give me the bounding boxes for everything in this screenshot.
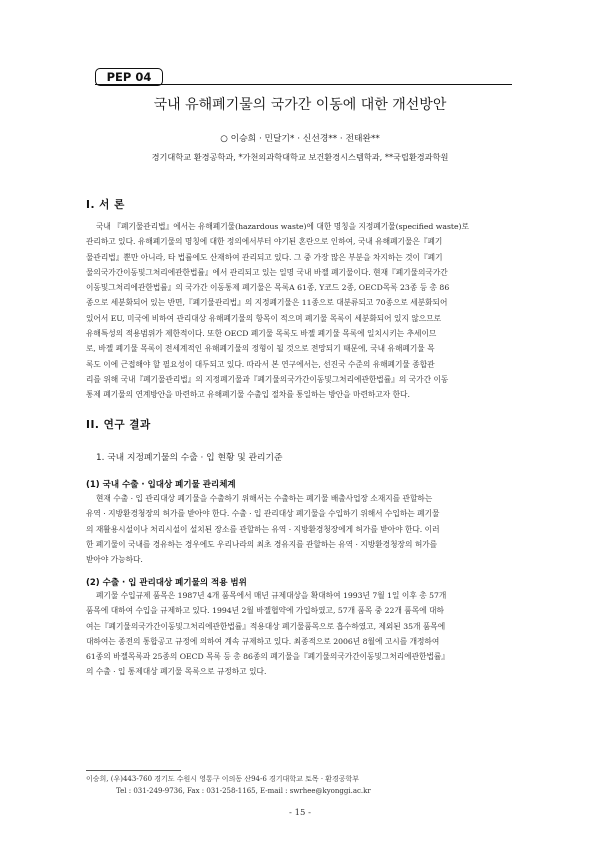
text-line: 의 재활용시설이나 처리시설이 설치된 장소를 관할하는 유역 · 지방환경청장에게 허가를 받아야 한다. 이러 — [86, 524, 440, 534]
text-line: 유역 · 지방환경청장의 허가를 받아야 한다. 수출 · 입 관리대상 폐기물을 수입하기 위해서 수입하는 폐기물 — [86, 509, 440, 519]
scope-paragraph — [86, 588, 513, 680]
minor-heading-scope: (2) 수출 · 입 관리대상 폐기물의 적용 범위 — [86, 578, 247, 588]
page-number: - 15 - — [289, 808, 311, 818]
affiliation-list: 경기대학교 환경공학과, *가천의과학대학교 보건환경시스템학과, **국립환경과학원 — [151, 152, 449, 162]
text-line: 통제 폐기물의 연계방안을 마련하고 유해폐기물 수출입 절차를 통일하는 방안을 마련하고자 한다. — [86, 390, 410, 400]
text-line: 유해특성의 적용범위가 제한적이다. 또한 OECD 폐기물 목록도 바젤 폐기물 목록에 일치시키는 추세이므 — [86, 329, 437, 339]
text-line: 물의국가간이동및그처리에관한법률』에서 관리되고 있는 일명 국내 바젤 폐기물이다. 현재『폐기물의국가간 — [86, 267, 448, 277]
text-line: 대하여는 종전의 통합공고 규정에 의하여 계속 규제하고 있다. 최종적으로 2006년 8월에 고시를 개정하여 — [86, 636, 440, 646]
session-code-badge: PEP 04 — [95, 68, 163, 86]
management-paragraph — [86, 491, 513, 567]
text-line: 관리하고 있다. 유해폐기물의 명칭에 대한 정의에서부터 야기된 혼란으로 인하여, 국내 유해폐기물은『폐기 — [86, 237, 443, 247]
text-line: 국내 『폐기물관리법』에서는 유해폐기물(hazardous waste)에 대한 명칭을 지정폐기물(specified waste)로 — [96, 222, 469, 231]
footnote-contact: Tel : 031-249-9736, Fax : 031-258-1165, E-mail : swrhee@kyonggi.ac.kr — [116, 787, 371, 795]
text-line: 한 폐기물이 국내를 경유하는 경우에도 우리나라의 최초 경유지를 관할하는 유역 · 지방환경청장의 허가를 — [86, 539, 438, 549]
subsection-heading: 1. 국내 지정폐기물의 수출 · 입 현황 및 관리기준 — [96, 453, 283, 463]
introduction-paragraph — [86, 219, 513, 403]
text-line: 이동및그처리에관한법률』의 국가간 이동통제 폐기물은 목록A 61종, Y코드 2종, OECD목록 23종 등 총 86 — [86, 283, 450, 293]
author-list: ○ 이승희 · 민달기* · 신선경** · 전태완** — [220, 134, 380, 144]
header-rule — [95, 84, 512, 85]
footnote-address: 이승희, (우)443-760 경기도 수원시 영통구 이의동 산94-6 경기대학교 토목 · 환경공학부 — [86, 775, 360, 783]
text-line: 폐기물 수입규제 품목은 1987년 4개 품목에서 매년 규제대상을 확대하여 1993년 7월 1일 이후 총 57개 — [96, 591, 447, 600]
paper-title: 국내 유해폐기물의 국가간 이동에 대한 개선방안 — [153, 97, 447, 113]
text-line: 종으로 세분화되어 있는 반면,『폐기물관리법』의 지정폐기물은 11종으로 대분류되고 70종으로 세분화되어 — [86, 298, 448, 308]
text-line: 리를 위해 국내『폐기물관리법』의 지정폐기물과『폐기물의국가간이동및그처리에관한법률』의 국가간 이동 — [86, 374, 449, 384]
text-line: 품목에 대하여 수입을 규제하고 있다. 1994년 2월 바젤협약에 가입하였고, 57개 품목 중 22개 품목에 대하 — [86, 606, 444, 616]
text-line: 여는『폐기물의국가간이동및그처리에관한법률』적용대상 폐기물품목으로 흡수하였고, 제외된 35개 품목에 — [86, 621, 446, 631]
section-heading-introduction: I. 서 론 — [86, 199, 125, 211]
minor-heading-management: (1) 국내 수출 · 입대상 폐기물 관리체계 — [86, 480, 236, 490]
text-line: 현재 수출 · 입 관리대상 폐기물을 수출하기 위해서는 수출하는 폐기물 배출사업장 소재지를 관할하는 — [96, 494, 433, 503]
text-line: 61종의 바젤목록과 25종의 OECD 목록 등 총 86종의 폐기물을『폐기물의국가간이동및그처리에관한법률』 — [86, 652, 449, 662]
footnote — [86, 773, 516, 797]
text-line: 록도 이에 근접해야 할 필요성이 대두되고 있다. 따라서 본 연구에서는, 선진국 수준의 유해폐기물 종합관 — [86, 359, 435, 369]
text-line: 로, 바젤 폐기물 목록이 전세계적인 유해폐기물의 정형이 될 것으로 전망되기 때문에, 국내 유해폐기물 목 — [86, 344, 435, 354]
section-heading-results: II. 연구 결과 — [86, 419, 151, 431]
text-line: 있어서 EU, 미국에 비하여 관리대상 유해폐기물의 항목이 적으며 폐기물 목록이 세분화되어 있지 않으므로 — [86, 313, 442, 323]
footnote-divider — [86, 770, 181, 771]
text-line: 받아야 가능하다. — [86, 555, 143, 565]
text-line: 의 수출 · 입 통제대상 폐기물 목록으로 규정하고 있다. — [86, 667, 267, 677]
text-line: 물관리법』뿐만 아니라, 타 법률에도 산재하여 관리되고 있다. 그 중 가장 많은 부분을 차지하는 것이『폐기 — [86, 252, 443, 262]
